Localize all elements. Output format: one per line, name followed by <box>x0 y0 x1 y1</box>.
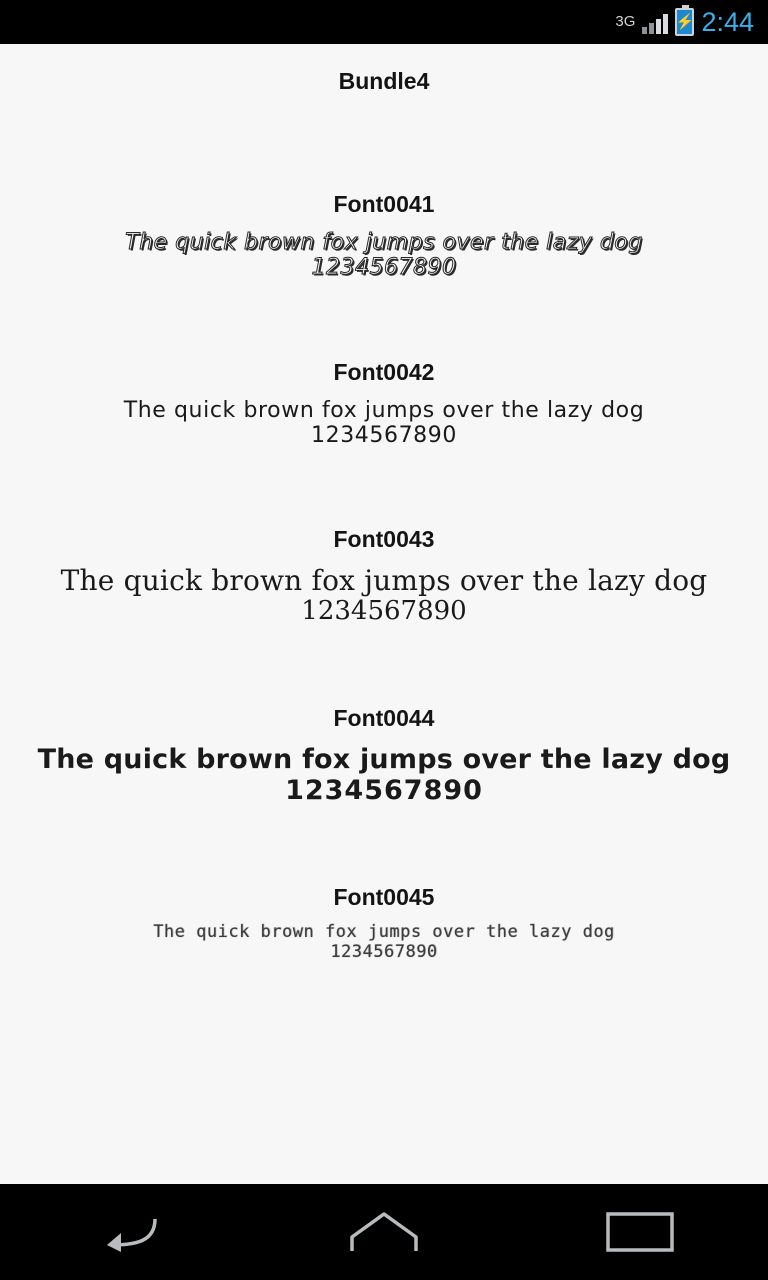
font-sample-text: The quick brown fox jumps over the lazy dog <box>153 922 615 943</box>
list-item[interactable] <box>0 526 768 627</box>
home-button[interactable] <box>324 1184 444 1280</box>
font-name-label: Font0045 <box>333 884 435 911</box>
back-button[interactable] <box>68 1184 188 1280</box>
status-bar-clock: 2:44 <box>701 6 754 37</box>
signal-bars-icon <box>642 10 668 34</box>
font-name-label: Font0042 <box>333 358 435 385</box>
font-sample-digits: 1234567890 <box>301 596 467 627</box>
list-item[interactable] <box>0 884 768 962</box>
back-arrow-icon <box>97 1211 159 1253</box>
font-sample-digits: 1234567890 <box>311 255 457 281</box>
page-title: Bundle4 <box>338 68 430 94</box>
status-bar-right <box>615 8 754 36</box>
font-sample-text: The quick brown fox jumps over the lazy dog <box>123 397 645 423</box>
list-item[interactable] <box>0 359 768 449</box>
list-item[interactable] <box>0 705 768 806</box>
font-sample-digits: 1234567890 <box>285 775 483 807</box>
system-navigation-bar <box>0 1184 768 1280</box>
font-sample-text: The quick brown fox jumps over the lazy dog <box>60 564 708 598</box>
recent-apps-button[interactable] <box>580 1184 700 1280</box>
status-bar <box>0 0 768 44</box>
font-name-label: Font0041 <box>333 191 435 217</box>
recent-apps-icon <box>605 1208 675 1256</box>
font-name-label: Font0044 <box>333 705 435 732</box>
battery-bolt-glyph: ⚡ <box>675 13 695 31</box>
list-item[interactable] <box>0 191 768 281</box>
battery-charging-icon <box>675 8 694 36</box>
font-sample-text: The quick brown fox jumps over the lazy dog <box>125 230 643 255</box>
font-name-label: Font0043 <box>333 526 435 553</box>
app-content <box>0 44 768 1184</box>
network-type-label: 3G <box>615 13 636 30</box>
font-sample-list <box>0 191 768 962</box>
home-icon <box>347 1209 421 1255</box>
font-sample-digits: 1234567890 <box>311 422 457 448</box>
font-sample-digits: 1234567890 <box>330 941 438 962</box>
font-sample-text: The quick brown fox jumps over the lazy dog <box>37 744 731 776</box>
